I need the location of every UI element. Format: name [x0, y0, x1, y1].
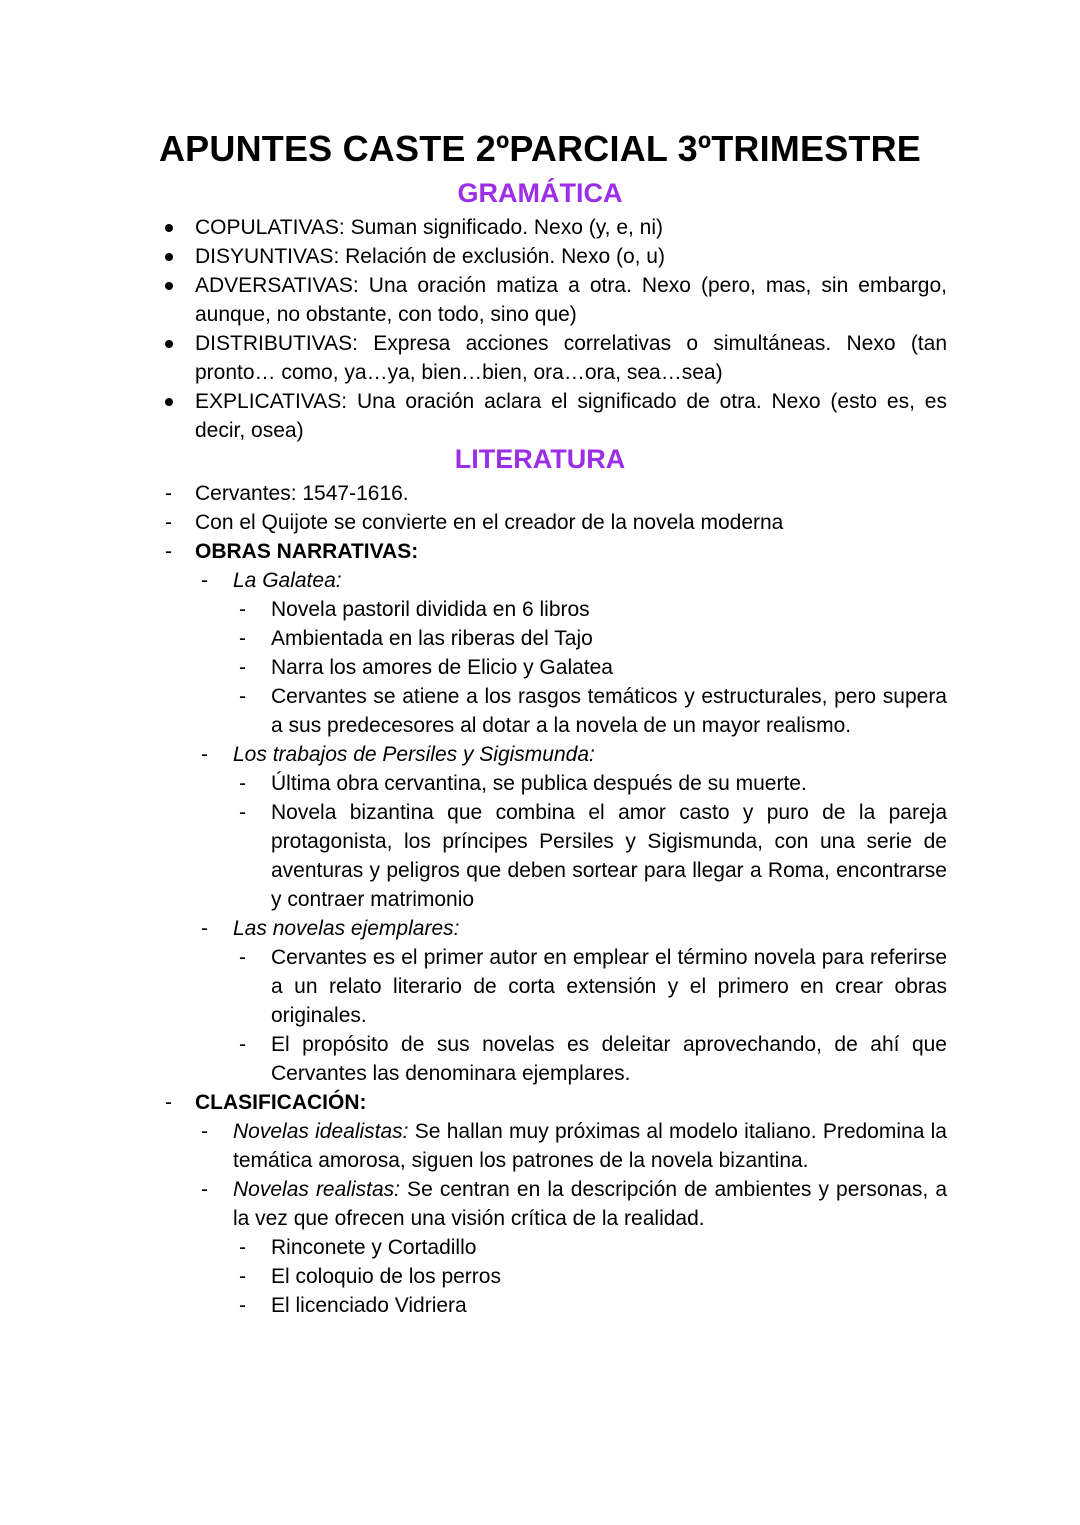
- clasificacion-idealistas: [233, 1117, 947, 1175]
- realistas-example: - El licenciado Vidriera: [271, 1291, 947, 1320]
- gramatica-item: DISTRIBUTIVAS: Expresa acciones correlativas o simultáneas. Nexo (tan pronto… como, ya…ya, bien…bien, ora…ora, sea…sea): [195, 329, 947, 387]
- page-title: APUNTES CASTE 2ºPARCIAL 3ºTRIMESTRE: [158, 128, 922, 169]
- section-heading-gramatica: GRAMÁTICA: [457, 178, 623, 208]
- obras-list: [233, 566, 947, 1088]
- clasificacion-list: [233, 1117, 947, 1320]
- section-heading-literatura: LITERATURA: [454, 444, 626, 474]
- obra-point: - Cervantes es el primer autor en emplear el término novela para referirse a un relato literario de corta extensión y el primero en crear obras originales.: [271, 943, 947, 1030]
- obra-title: La Galatea:: [233, 569, 342, 592]
- obra-point: - Novela pastoril dividida en 6 libros: [271, 595, 947, 624]
- clasificacion-realistas: [233, 1175, 947, 1320]
- obra-title: Los trabajos de Persiles y Sigismunda:: [233, 743, 595, 766]
- clasificacion-text: Se hallan muy próximas al modelo italiano. Predomina la temática amorosa, siguen los patrones de la novela bizantina.: [233, 1120, 947, 1172]
- gramatica-item: DISYUNTIVAS: Relación de exclusión. Nexo (o, u): [195, 242, 947, 271]
- obra-point: - Cervantes se atiene a los rasgos temáticos y estructurales, pero supera a sus predecesores al dotar a la novela de un mayor realismo.: [271, 682, 947, 740]
- gramatica-list: [195, 213, 947, 445]
- obra-point: - Novela bizantina que combina el amor casto y puro de la pareja protagonista, los príncipes Persiles y Sigismunda, con una serie de aventuras y peligros que deben sortear para llegar a Roma, encontrarse y contraer matrimonio: [271, 798, 947, 914]
- obra-point: - Narra los amores de Elicio y Galatea: [271, 653, 947, 682]
- gramatica-item: EXPLICATIVAS: Una oración aclara el significado de otra. Nexo (esto es, es decir, osea): [195, 387, 947, 445]
- obra-point: - Última obra cervantina, se publica después de su muerte.: [271, 769, 947, 798]
- obras-narrativas-group: [195, 537, 947, 1088]
- clasificacion-label: Novelas realistas:: [233, 1178, 400, 1201]
- clasificacion-label: Novelas idealistas:: [233, 1120, 409, 1143]
- obra-persiles: [233, 740, 947, 914]
- realistas-examples: [271, 1233, 947, 1320]
- clasificacion-group: [195, 1088, 947, 1320]
- obra-points: [271, 595, 947, 740]
- obra-point: - El propósito de sus novelas es deleitar aprovechando, de ahí que Cervantes las denominara ejemplares.: [271, 1030, 947, 1088]
- realistas-example: - Rinconete y Cortadillo: [271, 1233, 947, 1262]
- obras-narrativas-heading: OBRAS NARRATIVAS:: [195, 540, 419, 563]
- gramatica-item: ADVERSATIVAS: Una oración matiza a otra. Nexo (pero, mas, sin embargo, aunque, no obstante, con todo, sino que): [195, 271, 947, 329]
- obra-ejemplares: [233, 914, 947, 1088]
- literatura-item: - Con el Quijote se convierte en el creador de la novela moderna: [195, 508, 947, 537]
- obra-points: [271, 769, 947, 914]
- literatura-list: [195, 479, 947, 1320]
- obra-points: [271, 943, 947, 1088]
- gramatica-item: COPULATIVAS: Suman significado. Nexo (y, e, ni): [195, 213, 947, 242]
- obra-title: Las novelas ejemplares:: [233, 917, 460, 940]
- realistas-example: - El coloquio de los perros: [271, 1262, 947, 1291]
- obra-galatea: [233, 566, 947, 740]
- clasificacion-heading: CLASIFICACIÓN:: [195, 1091, 367, 1114]
- clasificacion-text: Se centran en la descripción de ambientes y personas, a la vez que ofrecen una visión crítica de la realidad.: [233, 1178, 948, 1230]
- obra-point: - Ambientada en las riberas del Tajo: [271, 624, 947, 653]
- literatura-item: - Cervantes: 1547-1616.: [195, 479, 947, 508]
